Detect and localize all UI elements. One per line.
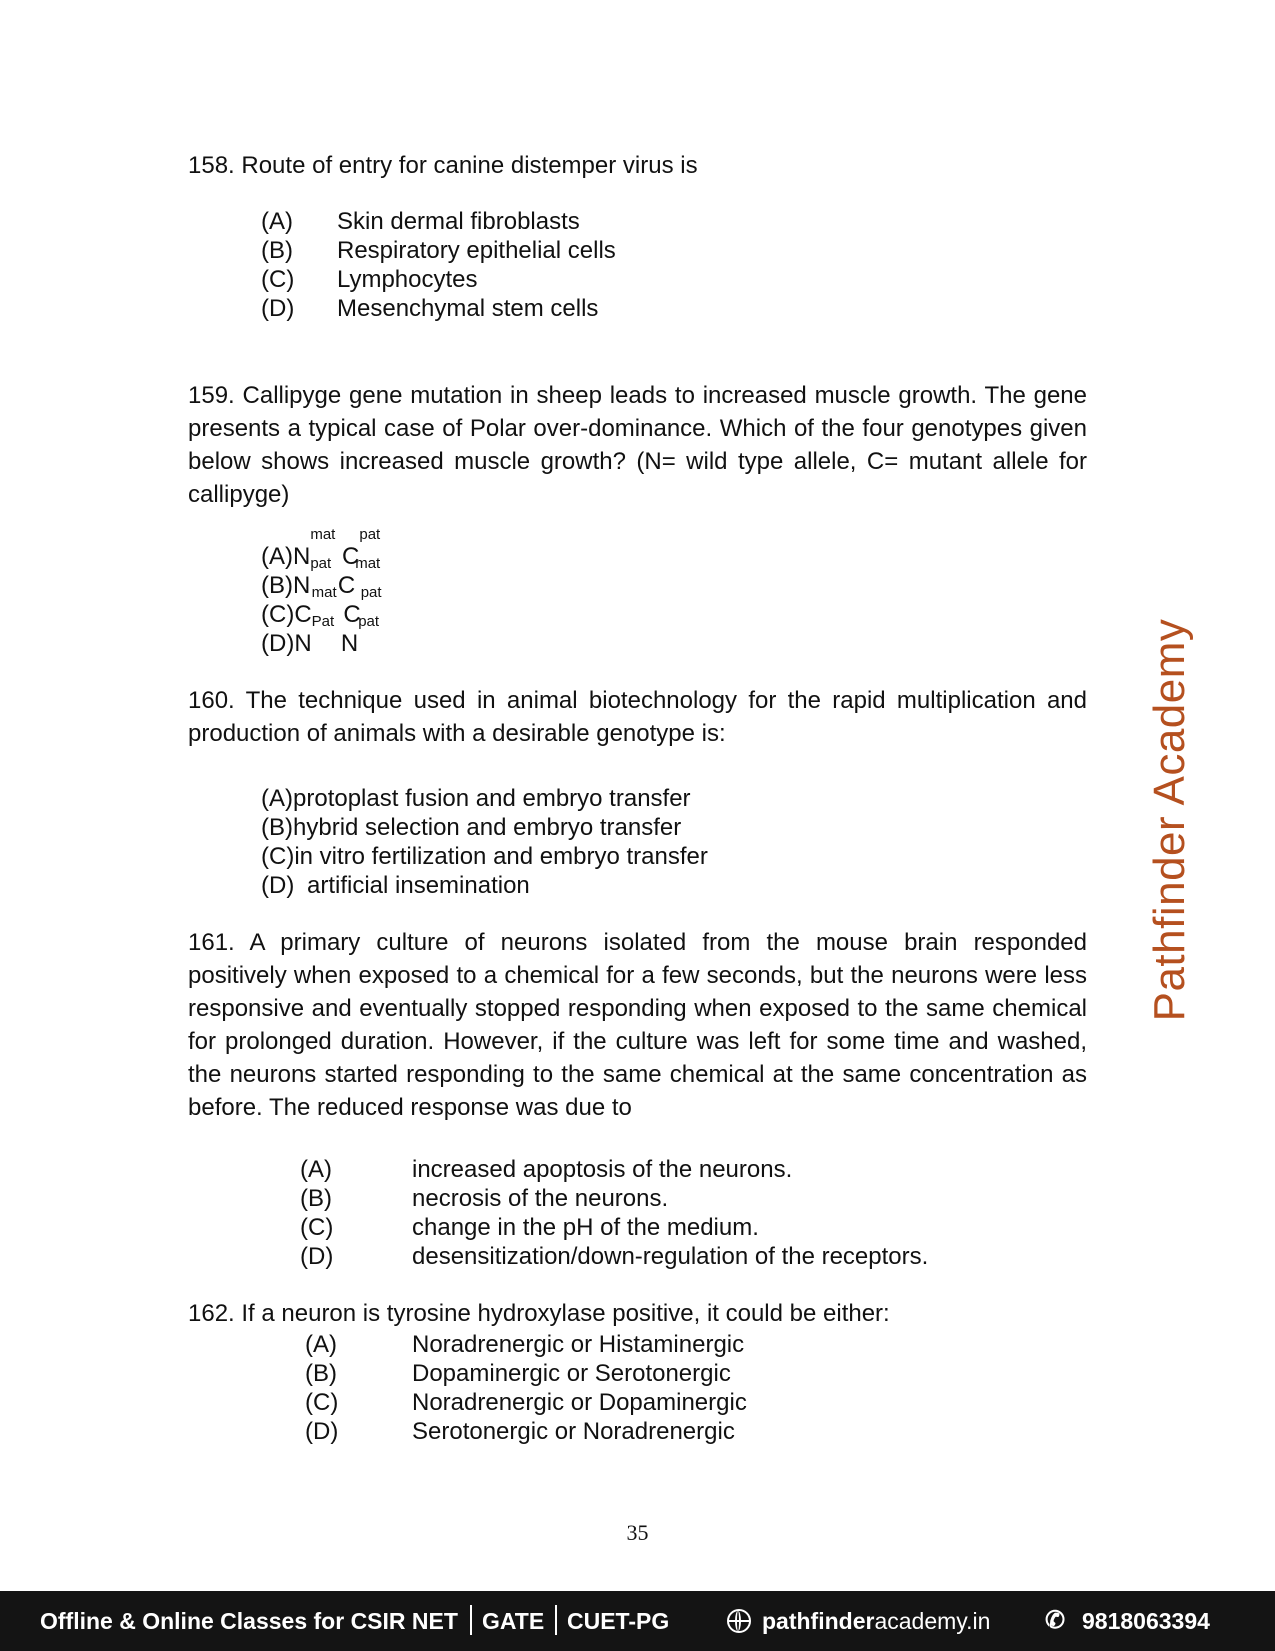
genotype-allele: N — [293, 572, 311, 599]
option-label: (B) — [261, 237, 293, 264]
option-text: protoplast fusion and embryo transfer — [293, 785, 691, 812]
question-161-stem: 161. A primary culture of neurons isolated from the mouse brain responded positively when exposed to a chemical for a few seconds, but the neurons were less responsive and eventually stopped responding when exposed to the same chemical for prolonged duration. However, if the culture was left for some time and washed, the neurons started responding to the same chemical at the same concentration as before. The reduced response was due to — [188, 929, 1087, 1121]
watermark: Pathfinder Academy — [1145, 618, 1194, 1022]
genotype-allele: N — [340, 630, 359, 657]
option-label: (C) — [261, 601, 295, 628]
option-label: (B) — [261, 572, 293, 599]
option-label: (C) — [261, 843, 295, 870]
option-item — [305, 1417, 735, 1446]
question-162-stem: 162. If a neuron is tyrosine hydroxylase positive, it could be either: — [188, 1300, 890, 1327]
genotype-allele: C — [343, 601, 361, 628]
option-text: Mesenchymal stem cells — [337, 295, 599, 322]
option-label: (D) — [261, 872, 295, 899]
genotype-allele: C — [342, 543, 360, 570]
option-label: (D) — [300, 1243, 334, 1270]
option-label: (B) — [261, 814, 293, 841]
option-label: (C) — [300, 1214, 334, 1241]
option-item — [305, 1330, 744, 1359]
option-label: (A) — [261, 208, 293, 235]
question-160-stem: 160. The technique used in animal biotechnology for the rapid multiplication and production of animals with a desirable genotype is: — [188, 687, 1087, 747]
option-text: increased apoptosis of the neurons. — [412, 1156, 793, 1183]
phone-icon: ✆ — [1045, 1607, 1066, 1634]
allele-origin: pat — [359, 526, 381, 543]
option-label: (C) — [261, 266, 295, 293]
option-label: (B) — [300, 1185, 332, 1212]
option-label: (A) — [305, 1331, 337, 1358]
option-text: in vitro fertilization and embryo transfer — [294, 843, 708, 870]
genotype-allele: N — [293, 543, 311, 570]
genotype-allele: N — [294, 630, 312, 657]
footer-gate-text: GATE — [482, 1608, 545, 1634]
option-text: necrosis of the neurons. — [412, 1185, 669, 1212]
option-item — [261, 236, 616, 265]
option-label: (D) — [261, 295, 295, 322]
allele-origin: mat — [310, 526, 336, 543]
footer-website-link[interactable] — [762, 1608, 990, 1635]
genotype-allele: C — [294, 601, 312, 628]
option-label: (A) — [261, 785, 293, 812]
option-item — [261, 842, 708, 871]
allele-origin: pat — [358, 613, 380, 630]
globe-icon — [727, 1609, 751, 1633]
footer-divider — [555, 1605, 557, 1635]
option-item — [261, 207, 580, 236]
option-text: Noradrenergic or Dopaminergic — [412, 1389, 747, 1416]
option-item — [261, 613, 380, 658]
option-label: (C) — [305, 1389, 339, 1416]
option-text: Skin dermal fibroblasts — [337, 208, 580, 235]
option-text: Serotonergic or Noradrenergic — [412, 1418, 735, 1445]
question-159-stem: 159. Callipyge gene mutation in sheep leads to increased muscle growth. The gene presents a typical case of Polar over-dominance. Which of the four genotypes given below shows increased muscle growth? (N= wild type allele, C= mutant allele for callipyge) — [188, 382, 1087, 508]
option-text: artificial insemination — [307, 872, 530, 899]
footer-cuet-text: CUET-PG — [567, 1608, 670, 1634]
option-text: Noradrenergic or Histaminergic — [412, 1331, 745, 1358]
option-text: hybrid selection and embryo transfer — [293, 814, 682, 841]
allele-origin: mat — [311, 584, 337, 601]
footer-banner — [0, 1591, 1275, 1651]
website-rest: academy.in — [874, 1608, 991, 1634]
question-158-stem: 158. Route of entry for canine distemper virus is — [188, 152, 698, 179]
option-text: Respiratory epithelial cells — [337, 237, 616, 264]
option-text: Dopaminergic or Serotonergic — [412, 1360, 731, 1387]
page-number: 35 — [626, 1520, 649, 1545]
footer-classes-text: Offline & Online Classes for CSIR NET — [40, 1608, 458, 1634]
option-item — [300, 1155, 792, 1184]
option-label: (A) — [261, 543, 293, 570]
option-item — [261, 871, 530, 900]
option-text: desensitization/down-regulation of the receptors. — [412, 1243, 929, 1270]
allele-origin: pat — [310, 555, 332, 572]
allele-origin: Pat — [311, 613, 335, 630]
footer-divider — [470, 1605, 472, 1635]
option-label: (D) — [261, 630, 295, 657]
option-label: (D) — [305, 1418, 339, 1445]
allele-origin: pat — [360, 584, 382, 601]
option-text: change in the pH of the medium. — [412, 1214, 759, 1241]
footer-phone-number: 9818063394 — [1082, 1608, 1210, 1634]
option-item — [261, 813, 681, 842]
option-label: (B) — [305, 1360, 337, 1387]
option-item — [300, 1213, 759, 1242]
genotype-allele: C — [337, 572, 356, 599]
option-item — [305, 1388, 747, 1417]
option-item — [261, 294, 598, 323]
option-item — [300, 1184, 668, 1213]
website-bold: pathfinder — [762, 1608, 875, 1634]
option-label: (A) — [300, 1156, 332, 1183]
option-item — [261, 784, 691, 813]
option-item — [300, 1242, 928, 1271]
option-text: Lymphocytes — [337, 266, 478, 293]
allele-origin: mat — [355, 555, 381, 572]
option-item — [305, 1359, 731, 1388]
option-item — [261, 265, 478, 294]
